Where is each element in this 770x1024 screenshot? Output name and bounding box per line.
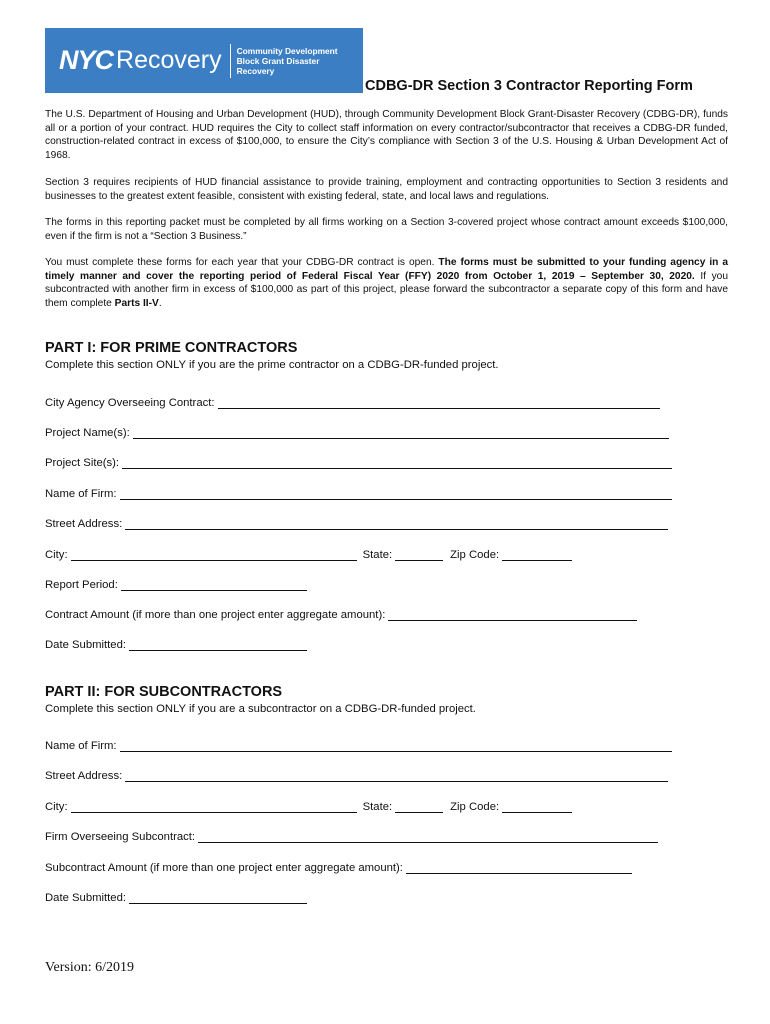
- contract-amount-input-line[interactable]: [388, 608, 637, 621]
- date-submitted-input-line[interactable]: [129, 638, 307, 651]
- project-sites-field[interactable]: [45, 456, 672, 469]
- zip-label: Zip Code:: [450, 549, 500, 561]
- part2-subtitle: Complete this section ONLY if you are a subcontractor on a CDBG-DR-funded project.: [45, 703, 476, 715]
- sub-street-input-line[interactable]: [125, 769, 668, 782]
- project-names-input-line[interactable]: [133, 426, 669, 439]
- firm-label: Name of Firm:: [45, 488, 117, 500]
- sub-zip-input-line[interactable]: [502, 800, 572, 813]
- intro-paragraph-1: The U.S. Department of Housing and Urban Development (HUD), through Community Development Block Grant-Disaster Recovery (CDBG-DR), funds all or a portion of your contract. HUD requires the City to collect staff information on every contractor/subcontractor that receives a CDBG-DR funded, construction-related contract in excess of $100,000, to ensure the City’s compliance with Section 3 of the U.S. Housing & Urban Development Act of 1968.: [45, 109, 728, 161]
- sub-overseeing-input-line[interactable]: [198, 830, 658, 843]
- agency-input-line[interactable]: [218, 396, 660, 409]
- intro-paragraph-2: Section 3 requires recipients of HUD financial assistance to provide training, employment and contracting opportunities to Section 3 residents and businesses to the greatest extent feasible, consistent with existing federal, state, and local laws and regulations.: [45, 177, 728, 202]
- logo-divider: [230, 44, 231, 78]
- form-title: CDBG-DR Section 3 Contractor Reporting Form: [365, 78, 693, 94]
- logo-nyc: NYC: [59, 45, 114, 75]
- part1-subtitle: Complete this section ONLY if you are the prime contractor on a CDBG-DR-funded project.: [45, 359, 499, 371]
- state-input-line[interactable]: [395, 548, 443, 561]
- sub-amount-label: Subcontract Amount (if more than one project enter aggregate amount):: [45, 862, 403, 874]
- sub-firm-label: Name of Firm:: [45, 740, 117, 752]
- intro-paragraph-3: The forms in this reporting packet must be completed by all firms working on a Section 3-covered project whose contract amount exceeds $100,000, even if the firm is not a “Section 3 Business.”: [45, 217, 728, 242]
- sub-overseeing-field[interactable]: [45, 830, 658, 843]
- city-state-zip-row: [45, 548, 572, 561]
- sub-firm-field[interactable]: [45, 739, 672, 752]
- logo-subtitle: Community Development Block Grant Disaster Recovery: [236, 45, 338, 76]
- sub-firm-input-line[interactable]: [120, 739, 672, 752]
- project-sites-label: Project Site(s):: [45, 457, 120, 469]
- sub-date-submitted-label: Date Submitted:: [45, 892, 127, 904]
- part1-title: PART I: FOR PRIME CONTRACTORS: [45, 340, 298, 356]
- sub-city-state-zip-row: [45, 800, 572, 813]
- sub-date-submitted-field[interactable]: [45, 891, 307, 904]
- date-submitted-label: Date Submitted:: [45, 639, 127, 651]
- street-field[interactable]: [45, 517, 668, 530]
- city-input-line[interactable]: [71, 548, 357, 561]
- sub-amount-input-line[interactable]: [406, 861, 632, 874]
- agency-label: City Agency Overseeing Contract:: [45, 397, 215, 409]
- intro-paragraph-4: You must complete these forms for each year that your CDBG-DR contract is open. The forms must be submitted to your funding agency in a timely manner and cover the reporting period of Federal Fiscal Year (FFY) 2020 from October 1, 2019 – September 30, 2020. If you subcontracted with another firm in excess of $100,000 as part of this project, please forward the subcontractor a separate copy of this form and have them complete Parts II-V.: [45, 257, 729, 309]
- nyc-recovery-logo: [45, 28, 363, 93]
- project-names-field[interactable]: [45, 426, 669, 439]
- street-label: Street Address:: [45, 518, 123, 530]
- sub-state-label: State:: [362, 801, 393, 813]
- report-period-input-line[interactable]: [121, 578, 307, 591]
- contract-amount-label: Contract Amount (if more than one project enter aggregate amount):: [45, 609, 386, 621]
- sub-city-input-line[interactable]: [71, 800, 357, 813]
- sub-zip-label: Zip Code:: [450, 801, 500, 813]
- part2-title: PART II: FOR SUBCONTRACTORS: [45, 684, 283, 700]
- firm-field[interactable]: [45, 487, 672, 500]
- state-label: State:: [362, 549, 393, 561]
- sub-state-input-line[interactable]: [395, 800, 443, 813]
- report-period-field[interactable]: [45, 578, 307, 591]
- sub-date-submitted-input-line[interactable]: [129, 891, 307, 904]
- report-period-label: Report Period:: [45, 579, 118, 591]
- contract-amount-field[interactable]: [45, 608, 637, 621]
- street-input-line[interactable]: [125, 517, 668, 530]
- project-sites-input-line[interactable]: [122, 456, 672, 469]
- logo-recovery: Recovery: [116, 46, 222, 74]
- agency-field[interactable]: [45, 396, 660, 409]
- project-names-label: Project Name(s):: [45, 427, 130, 439]
- city-label: City:: [45, 549, 68, 561]
- version-label: Version: 6/2019: [45, 960, 135, 975]
- zip-input-line[interactable]: [502, 548, 572, 561]
- date-submitted-field[interactable]: [45, 638, 307, 651]
- sub-amount-field[interactable]: [45, 861, 632, 874]
- sub-overseeing-label: Firm Overseeing Subcontract:: [45, 831, 196, 843]
- firm-input-line[interactable]: [120, 487, 672, 500]
- sub-city-label: City:: [45, 801, 68, 813]
- sub-street-label: Street Address:: [45, 770, 123, 782]
- sub-street-field[interactable]: [45, 769, 668, 782]
